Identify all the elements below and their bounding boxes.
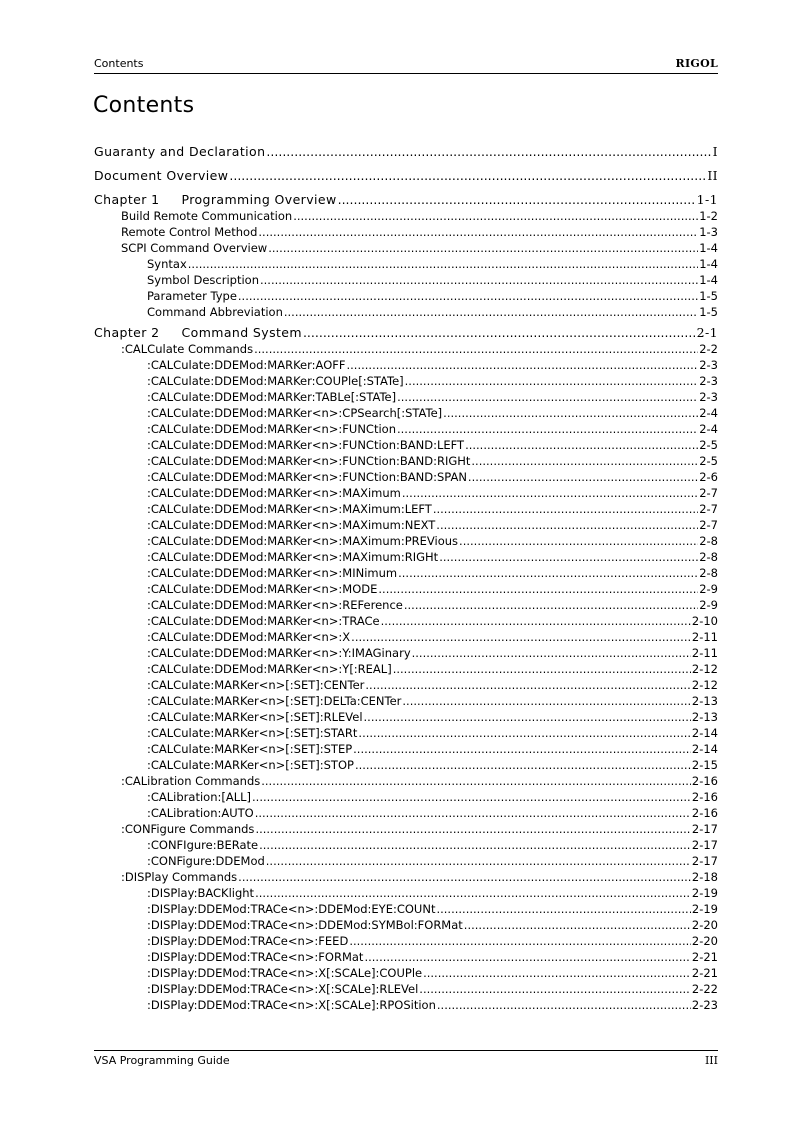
toc-entry-label: :CALCulate:MARKer<n>[:SET]:STOP [147,758,354,772]
toc-leader [266,853,691,869]
toc-leader [439,549,698,565]
toc-entry[interactable] [94,517,718,533]
toc-entry-page: 2-7 [699,502,718,516]
toc-entry[interactable] [94,693,718,709]
toc-leader [436,901,690,917]
toc-entry-page: 2-11 [691,646,718,660]
toc-leader [465,437,698,453]
toc-entry-page: 2-1 [696,325,718,340]
chapter-number: Chapter 1 [94,192,160,207]
toc-entry-label: :CALCulate Commands [121,342,254,356]
toc-entry-label: :CALCulate:MARKer<n>[:SET]:STEP [147,742,353,756]
toc-leader [229,167,706,184]
toc-entry-page: 2-12 [691,678,718,692]
toc-entry[interactable] [94,933,718,949]
toc-leader [255,805,691,821]
toc-entry[interactable] [94,469,718,485]
toc-entry-label: :DISPlay:DDEMod:TRACe<n>:X[:SCALe]:RPOSition [147,998,436,1012]
toc-leader [433,501,698,517]
toc-entry-page: 1-4 [699,241,718,255]
brand-logo: RIGOL [675,57,718,70]
toc-entry[interactable] [94,437,718,453]
toc-entry-page: 2-16 [691,790,718,804]
toc-entry[interactable] [94,725,718,741]
toc-entry[interactable] [94,272,718,288]
toc-leader [255,885,691,901]
toc-leader [402,485,698,501]
toc-entry[interactable] [94,501,718,517]
toc-entry-label: :CALCulate:DDEMod:MARKer:TABLe[:STATe] [147,390,397,404]
toc-leader [459,533,698,549]
toc-entry[interactable] [94,645,718,661]
toc-entry-label: :CONFigure:DDEMod [147,854,265,868]
toc-entry-label: SCPI Command Overview [121,241,268,255]
toc-leader [436,517,698,533]
toc-entry[interactable] [94,208,718,224]
toc-entry[interactable] [94,453,718,469]
toc-entry-page: 1-5 [699,289,718,303]
toc-chapter-1[interactable] [94,191,718,208]
toc-entry-label: :CALCulate:DDEMod:MARKer:AOFF [147,358,346,372]
toc-entry-label: Parameter Type [147,289,237,303]
toc-entry[interactable] [94,597,718,613]
toc-entry[interactable] [94,853,718,869]
toc-entry-page: 2-6 [699,470,718,484]
toc-entry[interactable] [94,389,718,405]
toc-entry[interactable] [94,304,718,320]
toc-entry-label: :CALCulate:DDEMod:MARKer<n>:REFerence [147,598,403,612]
header-section-label: Contents [94,57,144,70]
toc-entry-page: 2-21 [691,966,718,980]
toc-entry-label: :CALCulate:DDEMod:MARKer<n>:MAXimum:LEFT [147,502,432,516]
toc-entry-page: 2-13 [691,694,718,708]
toc-leader [284,304,698,320]
toc-entry-page: 1-4 [699,273,718,287]
toc-entry-label: :CALCulate:MARKer<n>[:SET]:DELTa:CENTer [147,694,402,708]
toc-leader [260,272,698,288]
toc-entry-label: :DISPlay:BACKlight [147,886,255,900]
toc-leader [238,869,691,885]
toc-entry[interactable] [94,837,718,853]
toc-entry[interactable] [94,773,718,789]
toc-entry-page: 2-7 [699,518,718,532]
toc-entry-page: 2-20 [691,918,718,932]
toc-entry[interactable] [94,997,718,1013]
toc-entry[interactable] [94,357,718,373]
toc-chapter-2[interactable] [94,324,718,341]
toc-leader [268,240,698,256]
toc-entry-label: :DISPlay:DDEMod:TRACe<n>:FORMat [147,950,364,964]
toc-entry-page: 2-22 [691,982,718,996]
toc-entry-page: 2-16 [691,774,718,788]
page-footer [94,1050,718,1069]
toc-entry[interactable] [94,901,718,917]
toc-entry-page: 2-4 [699,406,718,420]
toc-leader [355,757,691,773]
toc-entry-label: :CALCulate:DDEMod:MARKer<n>:FUNCtion [147,422,396,436]
toc-leader [397,389,698,405]
toc-entry-label: :CALCulate:DDEMod:MARKer<n>:Y:IMAGinary [147,646,411,660]
toc-entry-page: 2-11 [691,630,718,644]
toc-entry-page: I [712,144,718,159]
toc-entry-page: 2-17 [691,854,718,868]
page-header [94,57,718,74]
toc-entry-label: :CALibration Commands [121,774,261,788]
toc-leader [346,357,698,373]
toc-leader [338,191,696,208]
toc-entry-page: 1-5 [699,305,718,319]
toc-leader [405,373,699,389]
toc-entry[interactable] [94,549,718,565]
toc-entry-page: II [707,168,718,183]
toc-leader [266,143,711,160]
toc-entry-page: 1-3 [699,225,718,239]
toc-entry-page: 2-7 [699,486,718,500]
toc-leader [468,469,698,485]
toc-entry[interactable] [94,629,718,645]
page-title: Contents [93,93,195,118]
toc-entry-label: Syntax [147,257,187,271]
toc-leader [255,821,690,837]
toc-entry-label: :CALCulate:DDEMod:MARKer<n>:MAXimum:PREVious [147,534,459,548]
toc-leader [364,949,690,965]
toc-leader [464,917,691,933]
toc-entry-guaranty[interactable] [94,143,718,160]
toc-entry[interactable] [94,256,718,272]
toc-leader [252,789,691,805]
toc-entry-page: 2-8 [699,550,718,564]
toc-entry[interactable] [94,224,718,240]
toc-entry[interactable] [94,341,718,357]
toc-entry-label: :CALCulate:DDEMod:MARKer<n>:FUNCtion:BAND:SPAN [147,470,467,484]
toc-entry-label: :CALCulate:DDEMod:MARKer<n>:MODE [147,582,378,596]
toc-entry-page: 2-15 [691,758,718,772]
toc-entry-label: :DISPlay:DDEMod:TRACe<n>:FEED [147,934,349,948]
toc-entry-page: 2-23 [691,998,718,1012]
toc-entry-page: 2-2 [699,342,718,356]
toc-entry-label: :CALibration:AUTO [147,806,254,820]
toc-entry-label: :CALCulate:DDEMod:MARKer:COUPle[:STATe] [147,374,404,388]
toc-entry[interactable] [94,741,718,757]
toc-entry[interactable] [94,885,718,901]
toc-entry-page: 2-14 [691,726,718,740]
toc-entry-page: 2-8 [699,534,718,548]
toc-entry[interactable] [94,565,718,581]
toc-entry-label: :DISPlay Commands [121,870,238,884]
toc-entry-page: 2-10 [691,614,718,628]
toc-leader [437,997,691,1013]
toc-entry-page: 2-19 [691,886,718,900]
toc-entry-page: 2-3 [699,358,718,372]
toc-entry-label: :CALCulate:MARKer<n>[:SET]:CENTer [147,678,365,692]
toc-entry[interactable] [94,288,718,304]
chapter-1-entries [94,208,718,320]
table-of-contents [94,143,718,1013]
toc-entry-label: :CONFigure Commands [121,822,255,836]
toc-entry-label: :DISPlay:DDEMod:TRACe<n>:X[:SCALe]:RLEVel [147,982,419,996]
toc-entry-page: 2-8 [699,566,718,580]
toc-leader [378,581,698,597]
toc-entry[interactable] [94,805,718,821]
toc-entry-page: 2-9 [699,598,718,612]
toc-entry-label: Command Abbreviation [147,305,283,319]
toc-leader [259,837,691,853]
toc-entry-label: :CALCulate:DDEMod:MARKer<n>:TRACe [147,614,380,628]
toc-entry-page: 2-16 [691,806,718,820]
toc-entry-page: 2-13 [691,710,718,724]
toc-leader [261,773,691,789]
toc-leader [443,405,698,421]
toc-entry-page: 2-14 [691,742,718,756]
toc-entry[interactable] [94,757,718,773]
toc-entry-page: 1-1 [696,192,718,207]
toc-entry[interactable] [94,405,718,421]
toc-entry-label: Build Remote Communication [121,209,293,223]
chapter-2-entries [94,341,718,1013]
toc-entry-label: :CONFIgure:BERate [147,838,259,852]
toc-leader [351,629,691,645]
toc-entry[interactable] [94,485,718,501]
toc-entry-page: 2-17 [691,838,718,852]
toc-entry-label: :CALCulate:DDEMod:MARKer<n>:MAXimum:RIGHt [147,550,439,564]
toc-entry-page: 2-20 [691,934,718,948]
toc-leader [398,565,698,581]
toc-entry-document-overview[interactable] [94,167,718,184]
toc-entry-page: 2-5 [699,454,718,468]
toc-leader [365,677,690,693]
toc-entry[interactable] [94,709,718,725]
toc-entry-label: :CALCulate:DDEMod:MARKer<n>:MAXimum:NEXT [147,518,436,532]
toc-entry[interactable] [94,240,718,256]
toc-entry-label: :CALCulate:DDEMod:MARKer<n>:Y[:REAL] [147,662,392,676]
toc-entry-page: 2-3 [699,374,718,388]
toc-entry-label: Document Overview [94,168,229,183]
toc-entry-label: :CALCulate:DDEMod:MARKer<n>:CPSearch[:STATe] [147,406,443,420]
chapter-title: Programming Overview [181,192,337,207]
toc-entry[interactable] [94,373,718,389]
toc-leader [364,709,691,725]
toc-entry-page: 2-3 [699,390,718,404]
toc-leader [419,981,691,997]
toc-entry-page: 2-18 [691,870,718,884]
toc-entry-page: 2-21 [691,950,718,964]
toc-entry-label: Symbol Description [147,273,259,287]
toc-leader [303,324,696,341]
toc-entry-page: 2-9 [699,582,718,596]
toc-entry[interactable] [94,821,718,837]
toc-entry[interactable] [94,613,718,629]
toc-entry[interactable] [94,949,718,965]
toc-entry[interactable] [94,869,718,885]
toc-leader [412,645,691,661]
toc-entry-label: :CALCulate:DDEMod:MARKer<n>:FUNCtion:BAND:RIGHt [147,454,471,468]
toc-leader [358,725,690,741]
toc-leader [381,613,691,629]
toc-entry-label: :DISPlay:DDEMod:TRACe<n>:DDEMod:SYMBol:FORMat [147,918,463,932]
toc-leader [238,288,698,304]
footer-page-number: III [704,1054,718,1067]
toc-entry[interactable] [94,661,718,677]
toc-entry-label: :CALibration:[ALL] [147,790,252,804]
toc-leader [393,661,691,677]
toc-entry[interactable] [94,421,718,437]
toc-leader [188,256,698,272]
toc-entry[interactable] [94,677,718,693]
chapter-number: Chapter 2 [94,325,160,340]
footer-document-title: VSA Programming Guide [94,1054,230,1067]
toc-entry-page: 2-19 [691,902,718,916]
toc-leader [397,421,698,437]
toc-entry-label: Guaranty and Declaration [94,144,266,159]
toc-entry-label: :DISPlay:DDEMod:TRACe<n>:DDEMod:EYE:COUNt [147,902,436,916]
toc-entry-page: 1-4 [699,257,718,271]
toc-entry-label: :CALCulate:MARKer<n>[:SET]:STARt [147,726,358,740]
toc-entry[interactable] [94,917,718,933]
toc-entry[interactable] [94,789,718,805]
toc-leader [258,224,698,240]
toc-entry[interactable] [94,965,718,981]
toc-entry-label: Remote Control Method [121,225,258,239]
toc-entry-page: 2-12 [691,662,718,676]
toc-leader [404,597,698,613]
toc-leader [353,741,691,757]
toc-entry[interactable] [94,533,718,549]
toc-entry-label: :CALCulate:DDEMod:MARKer<n>:MAXimum [147,486,401,500]
toc-leader [471,453,698,469]
toc-leader [293,208,698,224]
toc-leader [423,965,691,981]
toc-entry-label: :CALCulate:DDEMod:MARKer<n>:FUNCtion:BAND:LEFT [147,438,465,452]
toc-entry[interactable] [94,981,718,997]
toc-entry[interactable] [94,581,718,597]
toc-entry-label: :DISPlay:DDEMod:TRACe<n>:X[:SCALe]:COUPle [147,966,423,980]
toc-entry-label: :CALCulate:MARKer<n>[:SET]:RLEVel [147,710,363,724]
toc-entry-page: 2-17 [691,822,718,836]
toc-entry-page: 2-5 [699,438,718,452]
chapter-title: Command System [181,325,302,340]
toc-leader [349,933,691,949]
toc-leader [402,693,691,709]
toc-leader [254,341,698,357]
toc-entry-label: :CALCulate:DDEMod:MARKer<n>:MINimum [147,566,398,580]
toc-entry-page: 1-2 [699,209,718,223]
toc-entry-page: 2-4 [699,422,718,436]
toc-entry-label: :CALCulate:DDEMod:MARKer<n>:X [147,630,351,644]
